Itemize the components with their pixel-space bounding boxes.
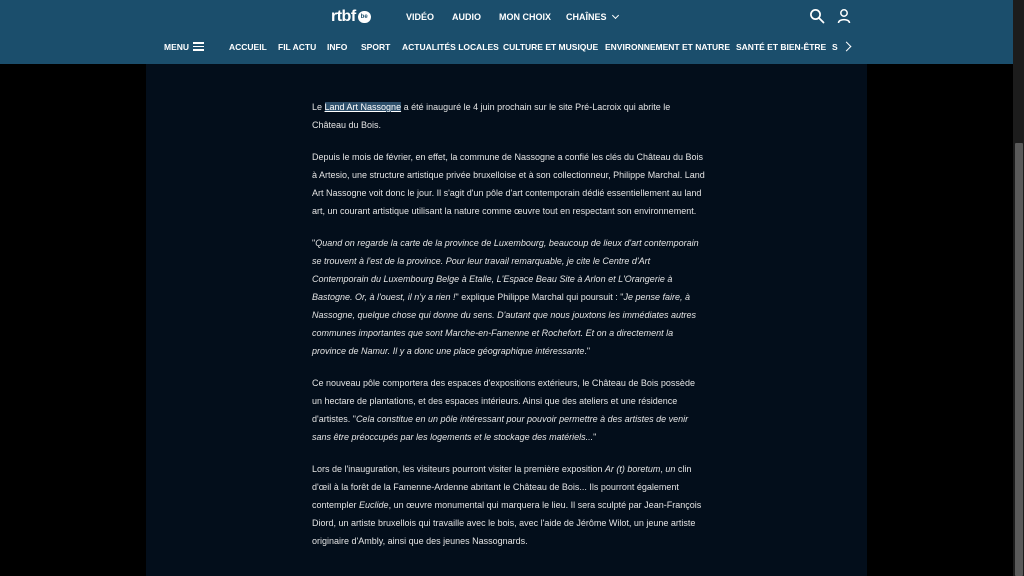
artwork-title: Euclide <box>359 500 389 510</box>
paragraph-4 <box>312 374 706 446</box>
logo-text: rtbf <box>331 8 356 25</box>
quote-1: Quand on regarde la carte de la province de Luxembourg, beaucoup de lieux d'art contemporain se trouvent à l'est de la province. Pour leur travail remarquable, je cite le Centre d'Art Contemporain du Luxembourg Belge à Etalle, L'Espace Beau Site à Arlon et L'Orangerie à Bastogne. Or, à l'ouest, il n'y a rien ! <box>312 238 699 302</box>
site-header <box>0 0 1013 64</box>
p5-em-un: un <box>665 464 676 474</box>
p5-text-4: , un œuvre monumental qui marquera le lieu. Il sera sculpté par Jean-François Diord, un artiste bruxellois qui travaille avec le bois, avec l'aide de Jérôme Wilot, un jeune artiste originaire d'Ambly, ainsi que des jeunes Nassognards. <box>312 500 702 546</box>
search-icon[interactable] <box>809 8 825 24</box>
quote-2: Je pense faire, à Nassogne, quelque chose qui donne du sens. D'autant que nous jouxtons les immédiates autres communes importantes que sont Marche-en-Famenne et Rochefort. Et on a directement la province de Namur. Il y a donc une place géographique intéressante <box>312 292 696 356</box>
p1-text-before: Le <box>312 102 325 112</box>
article-body <box>312 98 706 564</box>
p5-text-3: clin d'œil à la forêt de la Famenne-Ardenne abritant le Château de Bois... Ils pourront également contempler <box>312 464 692 510</box>
nav-chaines-label: CHAÎNES <box>566 12 607 22</box>
scrollbar-thumb[interactable] <box>1015 143 1023 576</box>
category-sante-bien-etre[interactable]: SANTÉ ET BIEN-ÊTRE <box>736 42 827 52</box>
nav-video[interactable]: VIDÉO <box>406 12 435 22</box>
category-accueil[interactable]: ACCUEIL <box>229 42 267 52</box>
category-info[interactable]: INFO <box>327 42 348 52</box>
logo-badge: be <box>358 11 371 23</box>
category-fil-actu[interactable]: FIL ACTU <box>278 42 317 52</box>
category-environnement-nature[interactable]: ENVIRONNEMENT ET NATURE <box>605 42 730 52</box>
hamburger-icon[interactable] <box>193 42 204 51</box>
p1-text-after: a été inauguré le 4 juin prochain sur le site Pré-Lacroix qui abrite le Château du Bois. <box>312 102 671 130</box>
p3-open-quote: " <box>312 238 316 248</box>
paragraph-1 <box>312 98 706 134</box>
p5-text-1: Lors de l'inauguration, les visiteurs pourront visiter la première exposition <box>312 464 605 474</box>
menu-label[interactable]: MENU <box>164 42 190 52</box>
nav-audio[interactable]: AUDIO <box>452 12 481 22</box>
p5-text-2: , <box>660 464 666 474</box>
scrollbar[interactable] <box>1013 0 1024 576</box>
user-icon[interactable] <box>836 8 852 24</box>
category-truncated[interactable]: S <box>832 42 838 52</box>
chevron-right-icon[interactable] <box>838 36 860 58</box>
quote-3: Cela constitue en un pôle intéressant pour pouvoir permettre à des artistes de venir sans être préoccupés par les logements et le stockage des matériels... <box>312 414 689 442</box>
paragraph-5 <box>312 460 706 550</box>
category-actualites-locales[interactable]: ACTUALITÉS LOCALES <box>402 42 499 52</box>
paragraph-3 <box>312 234 706 360</box>
p4-close: " <box>593 432 597 442</box>
nav-chaines[interactable] <box>566 11 618 23</box>
nav-mon-choix[interactable]: MON CHOIX <box>499 12 552 22</box>
p3-close: ." <box>584 346 591 356</box>
category-sport[interactable]: SPORT <box>361 42 391 52</box>
category-culture-musique[interactable]: CULTURE ET MUSIQUE <box>503 42 599 52</box>
exhibition-title: Ar (t) boretum <box>604 464 661 474</box>
rtbf-logo[interactable] <box>331 9 371 24</box>
chevron-down-icon <box>611 12 618 19</box>
land-art-link[interactable]: Land Art Nassogne <box>324 102 402 112</box>
p3-middle: " explique Philippe Marchal qui poursuit : " <box>455 292 624 302</box>
p4-text: Ce nouveau pôle comportera des espaces d'expositions extérieurs, le Château de Bois possède un hectare de plantations, et des espaces intérieurs. Ainsi que des ateliers et une résidence d'artistes. " <box>312 378 695 424</box>
paragraph-2: Depuis le mois de février, en effet, la commune de Nassogne a confié les clés du Château du Bois à Artesio, une structure artistique privée bruxelloise et à son collectionneur, Philippe Marchal. Land Art Nassogne voit donc le jour. Il s'agit d'un pôle d'art contemporain dédié essentiellement au land art, un courant artistique utilisant la nature comme œuvre tout en respectant son environnement. <box>312 152 705 216</box>
